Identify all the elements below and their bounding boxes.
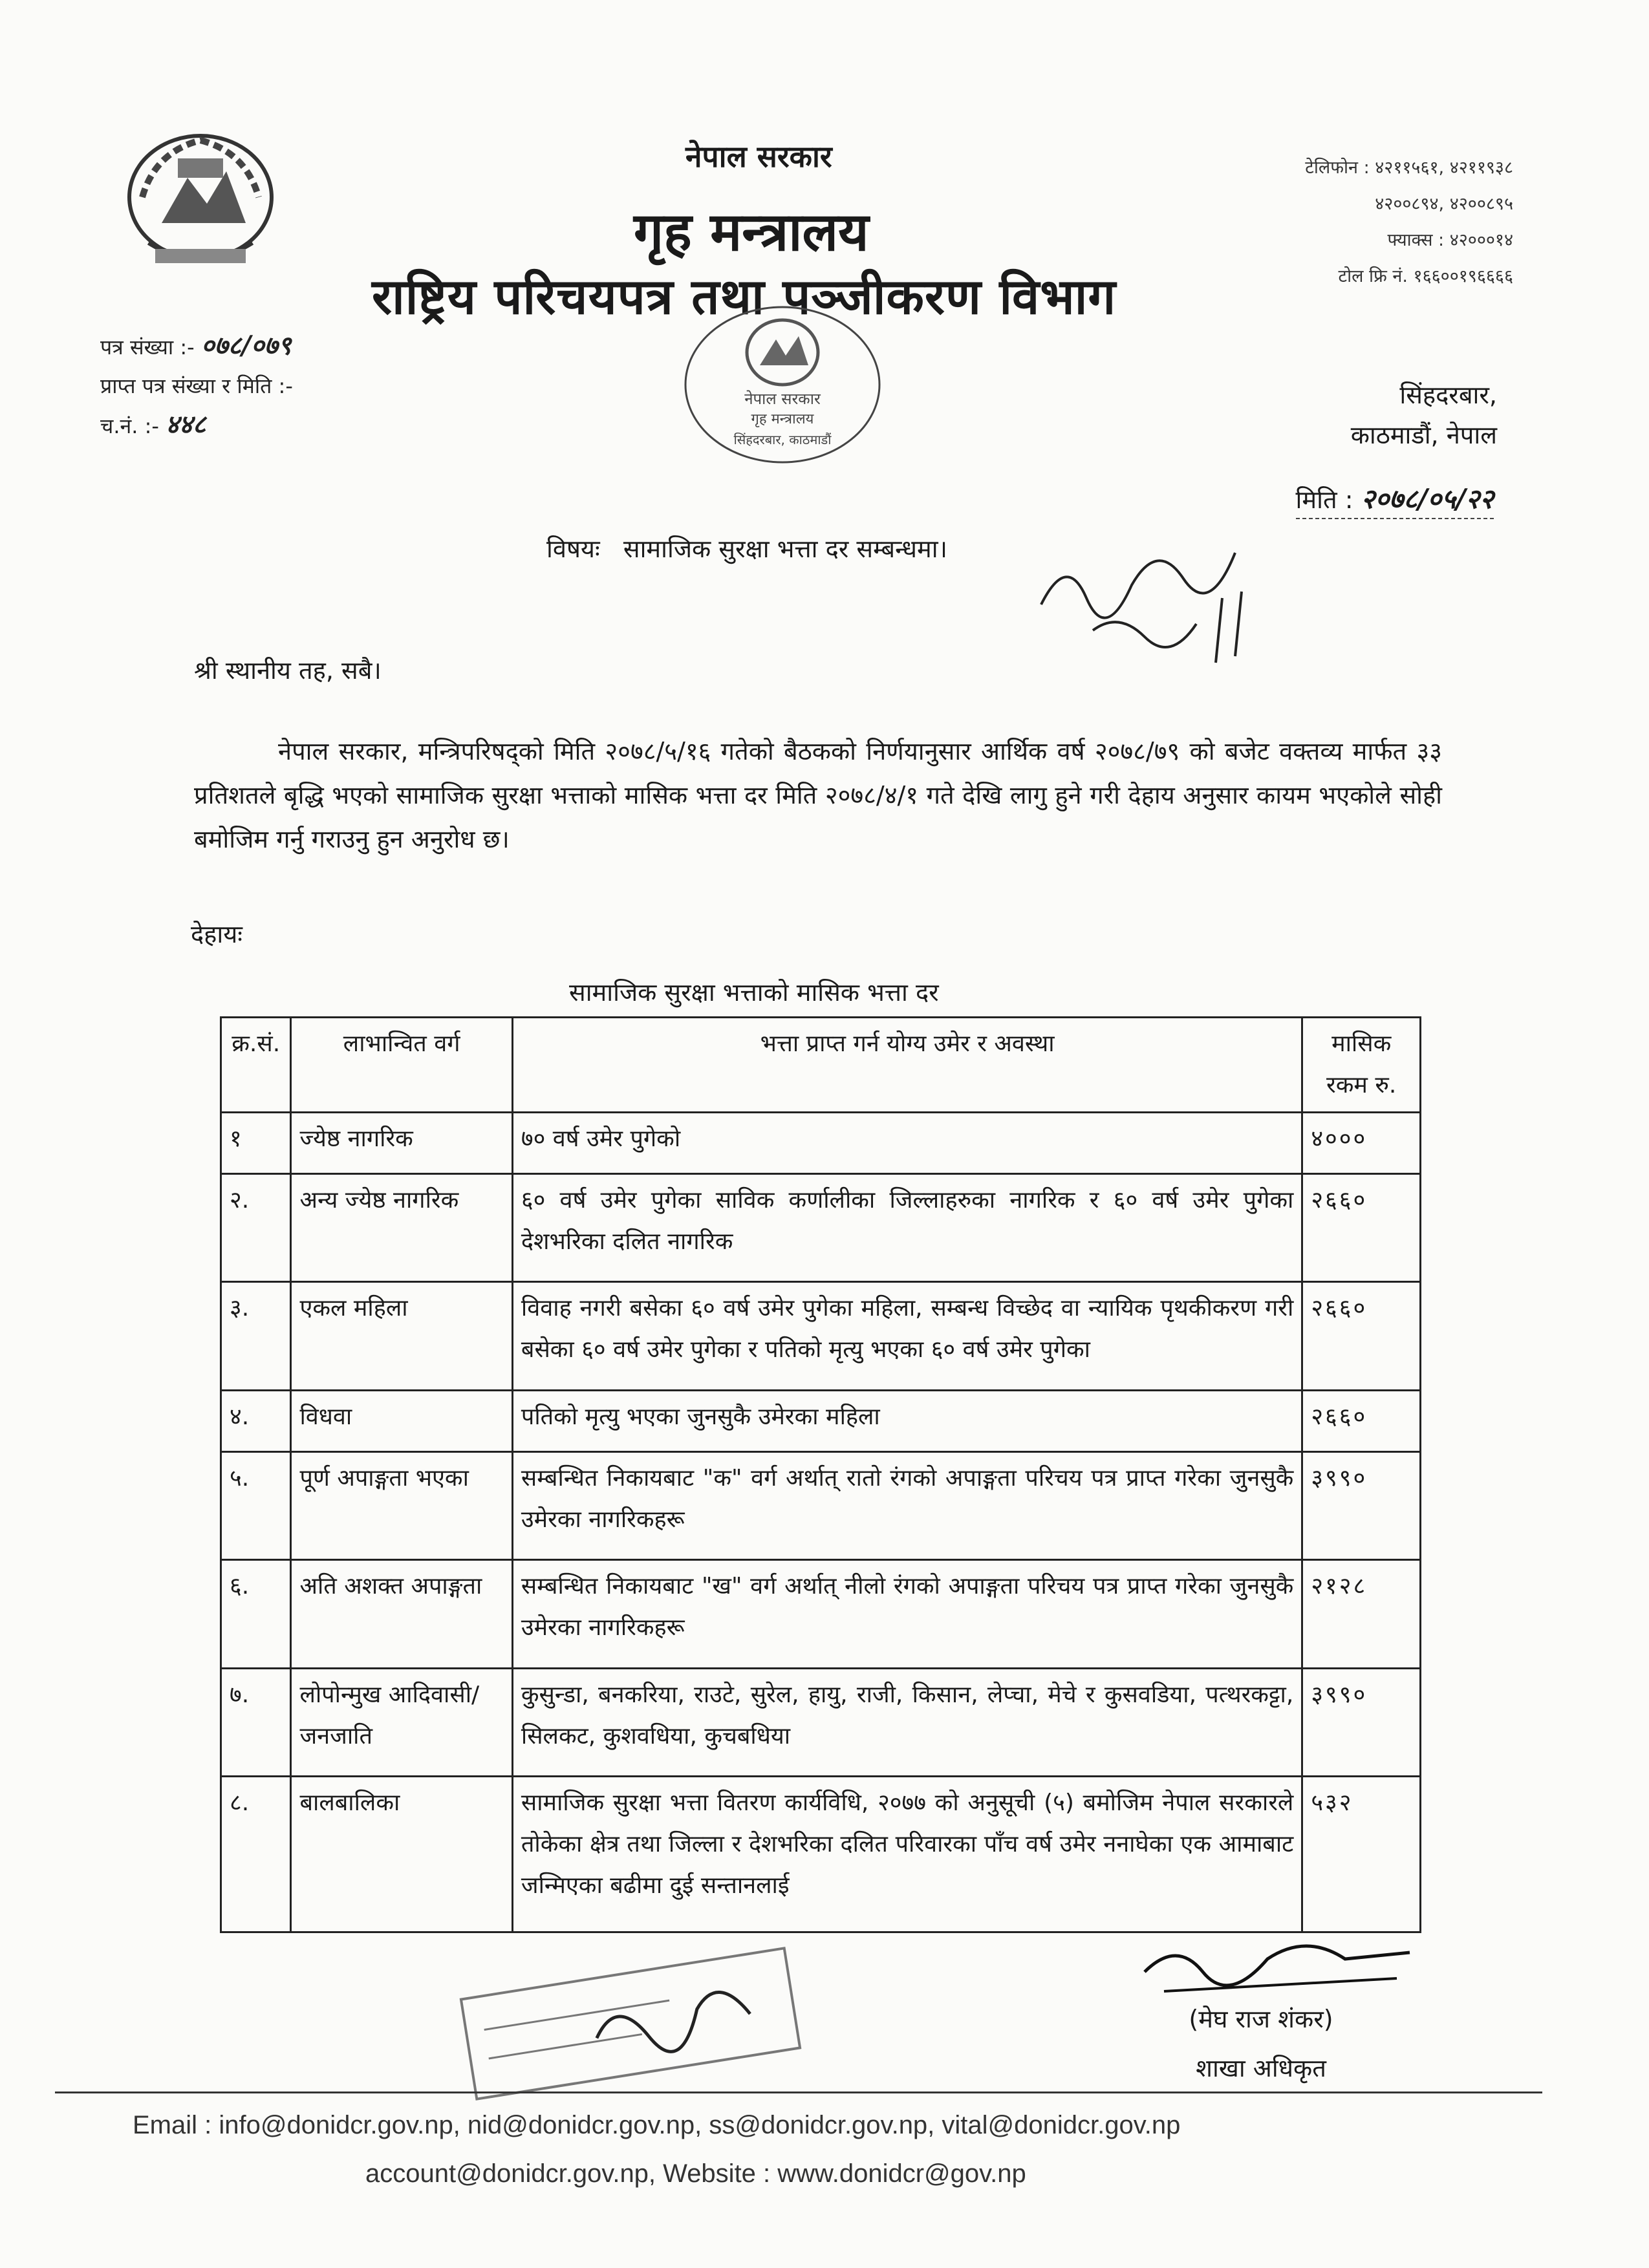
table-row (221, 1668, 1421, 1777)
body-paragraph: नेपाल सरकार, मन्त्रिपरिषद्को मिति २०७८/५/१६ गतेको बैठकको निर्णयानुसार आर्थिक वर्ष २०७८/७९ को बजेट वक्तव्य मार्फत ३३ प्रतिशतले बृद्धि भएको सामाजिक सुरक्षा भत्ताको मासिक भत्ता दर मिति २०७८/४/१ गते देखि लागु हुने गरी देहाय अनुसार कायम भएकोले सोही बमोजिम गर्नु गराउनु हुन अनुरोध छ। (194, 737, 1442, 853)
table-row (221, 1451, 1421, 1560)
header-amount: मासिक रकम रु. (1302, 1018, 1421, 1113)
received-stamp-scribble (474, 1958, 788, 2088)
cell-category: बालबालिका (291, 1777, 512, 1932)
subject-line (546, 531, 947, 565)
salutation: श्री स्थानीय तह, सबै। (194, 656, 382, 685)
cell-sn: २. (221, 1173, 291, 1282)
tollfree-line: टोल फ्रि नं. १६६००१९६६६६ (1338, 266, 1513, 286)
received-stamp (460, 1947, 802, 2101)
cell-amount: २१२८ (1302, 1560, 1421, 1669)
allowance-rate-table (220, 1016, 1421, 1933)
seal-text-1: नेपाल सरकार (744, 390, 821, 408)
dehaay-label: देहायः (191, 920, 242, 948)
government-name: नेपाल सरकार (685, 139, 832, 174)
cell-sn: ४. (221, 1390, 291, 1451)
footer-email-line: Email : info@donidcr.gov.np, nid@donidcr.gov.np, ss@donidcr.gov.np, vital@donidcr.gov.np (133, 2111, 1181, 2139)
nepal-emblem-icon (116, 126, 285, 281)
signatory-name: (मेघ राज शंकर) (1189, 2005, 1333, 2033)
cell-condition: ६० वर्ष उमेर पुगेका साविक कर्णालीका जिल्लाहरुका नागरिक र ६० वर्ष उमेर पुगेका देशभरिका दलित नागरिक (512, 1173, 1302, 1282)
handwritten-initials (1028, 527, 1261, 669)
cell-category: एकल महिला (291, 1282, 512, 1391)
footer-website-line: account@donidcr.gov.np, Website : www.donidcr@gov.np (365, 2159, 1026, 2188)
table-header-row (221, 1018, 1421, 1113)
reference-block (100, 326, 293, 445)
seal-text-3: सिंहदरबार, काठमाडौं (733, 432, 832, 447)
cell-amount: ४००० (1302, 1113, 1421, 1174)
cell-category: लोपोन्मुख आदिवासी/ जनजाति (291, 1668, 512, 1777)
subject-text: सामाजिक सुरक्षा भत्ता दर सम्बन्धमा। (623, 535, 947, 563)
officer-signature (1138, 1933, 1416, 2004)
table-row (221, 1560, 1421, 1669)
cell-category: अन्य ज्येष्ठ नागरिक (291, 1173, 512, 1282)
address-block (1351, 375, 1497, 455)
date-label: मिति : (1295, 486, 1353, 514)
seal-text-2: गृह मन्त्रालय (751, 411, 814, 427)
ministry-name: गृह मन्त्रालय (634, 202, 869, 263)
signatory-title: शाखा अधिकृत (1196, 2054, 1326, 2082)
table-row (221, 1113, 1421, 1174)
header-category: लाभान्वित वर्ग (291, 1018, 512, 1113)
table-row (221, 1390, 1421, 1451)
cell-sn: ३. (221, 1282, 291, 1391)
cell-amount: २६६० (1302, 1282, 1421, 1391)
dispatch-number-label: च.नं. :- (100, 414, 159, 438)
phone-line: टेलिफोन : ४२११५६१, ४२११९३८ (1305, 158, 1513, 178)
cell-sn: ७. (221, 1668, 291, 1777)
letter-number: ०७८/०७९ (200, 330, 292, 361)
letter-date (1296, 480, 1494, 519)
cell-condition: सम्बन्धित निकायबाट "क" वर्ग अर्थात् रातो रंगको अपाङ्गता परिचय पत्र प्राप्त गरेका जुनसुकै उमेरका नागरिकहरू (512, 1451, 1302, 1560)
cell-amount: ३९९० (1302, 1668, 1421, 1777)
signatory-block (1151, 1995, 1371, 2093)
fax-line: फ्याक्स : ४२०००१४ (1387, 230, 1513, 250)
cell-condition: कुसुन्डा, बनकरिया, राउटे, सुरेल, हायु, राजी, किसान, लेप्चा, मेचे र कुसवडिया, पत्थरकट्टा, सिलकट, कुशवधिया, कुचबधिया (512, 1668, 1302, 1777)
subject-label: विषयः (546, 535, 600, 563)
cell-amount: २६६० (1302, 1173, 1421, 1282)
table-row (221, 1173, 1421, 1282)
cell-category: ज्येष्ठ नागरिक (291, 1113, 512, 1174)
cell-sn: ५. (221, 1451, 291, 1560)
dispatch-number-row (100, 405, 293, 445)
cell-category: पूर्ण अपाङ्गता भएका (291, 1451, 512, 1560)
cell-sn: ८. (221, 1777, 291, 1932)
address-line-2: काठमाडौं, नेपाल (1350, 421, 1497, 449)
cell-amount: २६६० (1302, 1390, 1421, 1451)
cell-category: विधवा (291, 1390, 512, 1451)
table-row (221, 1777, 1421, 1932)
address-line-1: सिंहदरबार, (1399, 381, 1497, 409)
letter-number-label: पत्र संख्या :- (100, 335, 195, 359)
dispatch-number: ४४८ (166, 409, 206, 440)
footer-divider (55, 2091, 1542, 2093)
cell-sn: ६. (221, 1560, 291, 1669)
cell-condition: ७० वर्ष उमेर पुगेको (512, 1113, 1302, 1174)
cell-sn: १ (221, 1113, 291, 1174)
cell-condition: सामाजिक सुरक्षा भत्ता वितरण कार्यविधि, २०७७ को अनुसूची (५) बमोजिम नेपाल सरकारले तोकेका क्षेत्र तथा जिल्ला र देशभरिका दलित परिवारका पाँच वर्ष उमेर ननाघेका एक आमाबाट जन्मिएका बढीमा दुई सन्तानलाई (512, 1777, 1302, 1932)
cell-condition: विवाह नगरी बसेका ६० वर्ष उमेर पुगेका महिला, सम्बन्ध विच्छेद वा न्यायिक पृथकीकरण गरी बसेका ६० वर्ष उमेर पुगेका र पतिको मृत्यु भएका ६० वर्ष उमेर पुगेका (512, 1282, 1302, 1391)
header-condition: भत्ता प्राप्त गर्न योग्य उमेर र अवस्था (512, 1018, 1302, 1113)
received-label: प्राप्त पत्र संख्या र मिति :- (100, 374, 293, 398)
header-sn: क्र.सं. (221, 1018, 291, 1113)
department-seal (673, 294, 892, 475)
cell-condition: पतिको मृत्यु भएका जुनसुकै उमेरका महिला (512, 1390, 1302, 1451)
table-caption: सामाजिक सुरक्षा भत्ताको मासिक भत्ता दर (569, 978, 939, 1007)
department-name: राष्ट्रिय परिचयपत्र तथा पञ्जीकरण विभाग (372, 268, 1117, 325)
contact-block (1305, 150, 1513, 295)
cell-category: अति अशक्त अपाङ्गता (291, 1560, 512, 1669)
cell-amount: ५३२ (1302, 1777, 1421, 1932)
cell-amount: ३९९० (1302, 1451, 1421, 1560)
cell-condition: सम्बन्धित निकायबाट "ख" वर्ग अर्थात् नीलो रंगको अपाङ्गता परिचय पत्र प्राप्त गरेका जुनसुकै उमेरका नागरिकहरू (512, 1560, 1302, 1669)
date-value: २०७८/०५/२२ (1361, 483, 1494, 515)
table-row (221, 1282, 1421, 1391)
letter-number-row (100, 326, 293, 367)
phone-line-2: ४२००८९४, ४२००८९५ (1375, 194, 1513, 214)
